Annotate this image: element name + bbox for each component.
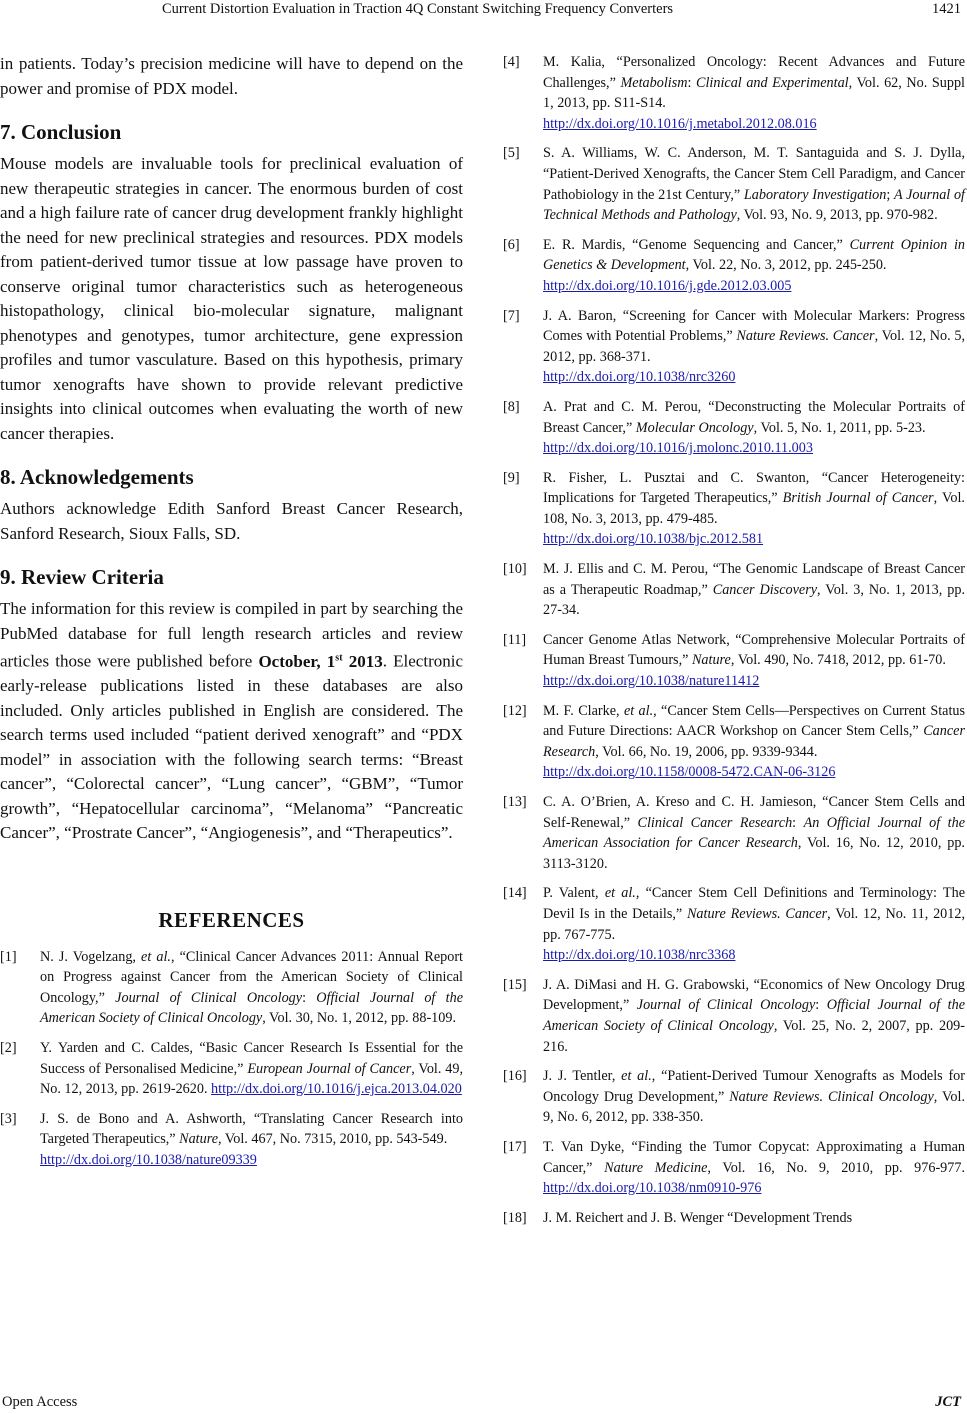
reference-text bbox=[40, 1038, 463, 1100]
reference-item bbox=[503, 235, 965, 297]
reference-item bbox=[503, 397, 965, 459]
doi-link[interactable]: http://dx.doi.org/10.1016/j.ejca.2013.04.020 bbox=[211, 1081, 462, 1098]
reference-number: [12] bbox=[503, 702, 527, 719]
reference-number: [17] bbox=[503, 1138, 527, 1155]
ref-details: , Vol. 12, No. 5, 2012, pp. 368-371. bbox=[543, 328, 966, 365]
reference-number: [14] bbox=[503, 885, 527, 902]
reference-item bbox=[0, 1038, 463, 1100]
ref-sep: : bbox=[687, 74, 697, 91]
doi-link[interactable]: http://dx.doi.org/10.1038/nrc3368 bbox=[543, 947, 736, 964]
ref-title: , “Clinical Cancer Advances 2011: Annual Report on Progress against Cancer from the American Society of Clinical Oncology,” bbox=[40, 948, 463, 1006]
conclusion-paragraph: Mouse models are invaluable tools for preclinical evaluation of new therapeutic strategies in cancer. The enormous burden of cost and a high failure rate of cancer drug development frankly highlight the need for new preclinical strategies and resources. PDX models from patient-derived tumor tissue at low passage have proven to conserve original tumor characteristics such as heterogeneous histopathology, clinical bio-molecular signature, malignant phenotypes and genotypes, tumor architecture, gene expression profiles and tumor vasculature. Based on this hypothesis, primary tumor xenografts have shown to provide relevant predictive insights into clinical outcomes when evaluating the worth of new cancer therapies. bbox=[0, 154, 463, 443]
reference-text bbox=[543, 883, 965, 965]
reference-text bbox=[40, 947, 463, 1029]
ref-journal: Laboratory Investigation bbox=[743, 186, 887, 203]
doi-link[interactable]: http://dx.doi.org/10.1158/0008-5472.CAN-06-3126 bbox=[543, 764, 836, 781]
reference-text bbox=[543, 143, 965, 225]
ref-journal-sub: Official Journal of the American Society of Clinical Oncology bbox=[543, 997, 965, 1034]
ref-journal: Molecular Oncology bbox=[635, 419, 754, 436]
ref-journal: Journal of Clinical Oncology bbox=[636, 997, 816, 1014]
doi-link[interactable]: http://dx.doi.org/10.1038/nrc3260 bbox=[543, 369, 736, 386]
ref-journal: British Journal of Cancer bbox=[782, 490, 934, 507]
doi-link[interactable]: http://dx.doi.org/10.1016/j.molonc.2010.11.003 bbox=[543, 440, 813, 457]
ref-italic: et al. bbox=[604, 885, 636, 902]
footer-open-access: Open Access bbox=[2, 1394, 78, 1410]
reference-text bbox=[543, 1137, 965, 1199]
reference-number: [4] bbox=[503, 54, 520, 70]
reference-number: [6] bbox=[503, 236, 520, 253]
ref-details: , Vol. 108, No. 3, 2013, pp. 479-485. bbox=[543, 490, 965, 527]
ref-authors: J. A. Baron, “Screening for Cancer with Molecular Markers: Progress Comes with Potential Problems,” bbox=[543, 307, 965, 345]
ref-title: , “Cancer Stem Cell Definitions and Terminology: The Devil Is in the Details,” bbox=[543, 885, 965, 922]
ref-details: , Vol. 9, No. 6, 2012, pp. 338-350. bbox=[543, 1088, 965, 1126]
ref-sep: ; bbox=[886, 186, 894, 203]
reference-item bbox=[0, 947, 463, 1029]
reference-number: [13] bbox=[503, 794, 527, 810]
review-criteria-heading: 9. Review Criteria bbox=[0, 565, 164, 589]
review-date-sup: st bbox=[335, 652, 343, 663]
ref-details: , Vol. 25, No. 2, 2007, pp. 209-216. bbox=[543, 1017, 966, 1055]
reference-item bbox=[503, 630, 965, 692]
reference-number: [2] bbox=[0, 1040, 17, 1057]
ref-journal: Nature Reviews. Clinical Oncology bbox=[729, 1088, 934, 1105]
reference-item bbox=[503, 1066, 965, 1128]
ref-details: , Vol. 16, No. 9, 2010, pp. 976-977. bbox=[707, 1159, 965, 1176]
ref-authors: A. Prat and C. M. Perou, “Deconstructing the Molecular Portraits of Breast Cancer,” bbox=[543, 398, 965, 436]
reference-number: [3] bbox=[0, 1110, 17, 1127]
ref-journal: Nature bbox=[179, 1131, 219, 1148]
left-column bbox=[0, 52, 463, 1180]
ref-details: , Vol. 16, No. 12, 2010, pp. 3113-3120. bbox=[543, 835, 965, 872]
ref-authors: M. F. Clarke, bbox=[543, 702, 624, 719]
ref-journal-sub: Clinical and Experimental bbox=[696, 74, 849, 91]
running-title: Current Distortion Evaluation in Traction 4Q Constant Switching Frequency Converters bbox=[162, 1, 674, 17]
ref-details: , Vol. 62, No. Suppl 1, 2013, pp. S11-S14. bbox=[543, 74, 965, 112]
ref-authors: J. S. de Bono and A. Ashworth, “Translating Cancer Research into Targeted Therapeutics,” bbox=[40, 1110, 463, 1148]
ref-journal: Nature bbox=[691, 652, 731, 669]
reference-text bbox=[40, 1109, 463, 1171]
reference-item bbox=[503, 883, 965, 965]
reference-number: [16] bbox=[503, 1068, 527, 1085]
ref-details: , Vol. 3, No. 1, 2013, pp. 27-34. bbox=[543, 581, 965, 619]
ref-details: , Vol. 49, No. 12, 2013, pp. 2619-2620. bbox=[40, 1060, 463, 1098]
intro-paragraph: in patients. Today’s precision medicine will have to depend on the power and promise of PDX model. bbox=[0, 54, 463, 98]
doi-link[interactable]: http://dx.doi.org/10.1038/nature09339 bbox=[40, 1152, 257, 1168]
ref-authors: E. R. Mardis, “Genome Sequencing and Cancer,” bbox=[543, 236, 850, 253]
reference-text bbox=[543, 235, 965, 297]
ref-details: , Vol. 93, No. 9, 2013, pp. 970-982. bbox=[736, 207, 938, 224]
ref-sep: : bbox=[302, 989, 317, 1006]
ref-journal: Clinical Cancer Research bbox=[637, 814, 793, 831]
ref-title: , “Patient-Derived Tumour Xenografts as Models for Oncology Drug Development,” bbox=[543, 1068, 965, 1105]
doi-link[interactable]: http://dx.doi.org/10.1038/nature11412 bbox=[543, 673, 760, 690]
reference-item bbox=[503, 468, 965, 550]
doi-link[interactable]: http://dx.doi.org/10.1016/j.metabol.2012.08.016 bbox=[543, 115, 817, 132]
ref-journal-sub: Official Journal of the American Society of Clinical Oncology bbox=[40, 989, 463, 1027]
ref-details: , Vol. 467, No. 7315, 2010, pp. 543-549. bbox=[218, 1131, 448, 1148]
ref-journal: Cancer Research bbox=[543, 723, 965, 760]
reference-item bbox=[503, 701, 965, 783]
review-criteria-paragraph bbox=[0, 597, 463, 846]
ref-details: , Vol. 12, No. 11, 2012, pp. 767-775. bbox=[543, 905, 965, 943]
reference-item bbox=[503, 975, 965, 1057]
reference-text bbox=[543, 975, 965, 1057]
ref-journal: Metabolism bbox=[620, 74, 688, 91]
ref-title: , “Cancer Stem Cells—Perspectives on Current Status and Future Directions: AACR Workshop on Cancer Stem Cells,” bbox=[543, 702, 966, 740]
ref-journal: Journal of Clinical Oncology bbox=[115, 989, 303, 1006]
ref-journal-sub: A Journal of Technical Methods and Pathology bbox=[543, 186, 965, 224]
review-date bbox=[258, 652, 382, 671]
reference-number: [1] bbox=[0, 948, 17, 965]
reference-number: [18] bbox=[503, 1209, 527, 1226]
reference-item bbox=[503, 52, 965, 134]
ref-authors: Y. Yarden and C. Caldes, “Basic Cancer Research Is Essential for the Success of Personalised Medicine,” bbox=[40, 1040, 463, 1077]
ref-italic: et al. bbox=[621, 1068, 652, 1085]
reference-item bbox=[0, 1109, 463, 1171]
references-heading: REFERENCES bbox=[158, 907, 305, 932]
ref-sep: : bbox=[792, 814, 804, 831]
running-header bbox=[0, 0, 967, 22]
reference-number: [5] bbox=[503, 145, 520, 162]
reference-text bbox=[543, 468, 965, 550]
ref-journal-sub: An Official Journal of the American Association for Cancer Research bbox=[543, 814, 965, 852]
reference-number: [10] bbox=[503, 561, 527, 578]
page-number: 1421 bbox=[932, 1, 961, 17]
ref-authors: M. J. Ellis and C. M. Perou, “The Genomic Landscape of Breast Cancer as a Therapeutic Roadmap,” bbox=[543, 561, 965, 598]
reference-item bbox=[503, 1208, 965, 1229]
ref-details: , Vol. 5, No. 1, 2011, pp. 5-23. bbox=[753, 419, 926, 436]
ref-authors: J. A. DiMasi and H. G. Grabowski, “Economics of New Oncology Drug Development,” bbox=[543, 976, 965, 1014]
ref-authors: J. J. Tentler, bbox=[543, 1068, 622, 1085]
review-text-b: . Electronic early-release publications listed in these databases are also included. Only articles published in English are considered. The search terms used included “patient derived xenograft” and “PDX model” in association with the following search terms: “Breast cancer”, “Colorectal cancer”, “Lung cancer”, “GBM”, “Tumor growth”, “Hepatocellular carcinoma”, “Melanoma” “Pancreatic Cancer”, “Prostrate Cancer”, “Angiogenesis”, and “Therapeutics”. bbox=[0, 651, 464, 843]
ref-journal: Nature Medicine bbox=[604, 1159, 708, 1176]
reference-number: [11] bbox=[503, 631, 527, 648]
ref-journal: Nature Reviews. Cancer bbox=[736, 328, 875, 345]
reference-text: J. M. Reichert and J. B. Wenger “Development Trends bbox=[543, 1209, 853, 1226]
reference-text bbox=[543, 701, 965, 783]
reference-item bbox=[503, 143, 965, 225]
ref-authors: Cancer Genome Atlas Network, “Comprehensive Molecular Portraits of Human Breast Tumours,” bbox=[543, 631, 965, 669]
ref-sep: : bbox=[815, 997, 827, 1014]
reference-item bbox=[503, 559, 965, 621]
reference-text bbox=[543, 792, 965, 874]
ref-details: , Vol. 30, No. 1, 2012, pp. 88-109. bbox=[262, 1010, 456, 1027]
reference-text bbox=[543, 52, 965, 134]
ref-details: , Vol. 490, No. 7418, 2012, pp. 61-70. bbox=[730, 652, 946, 669]
review-text-a: The information for this review is compiled in part by searching the PubMed database for full length research articles and review articles those were published before bbox=[0, 599, 463, 671]
ref-authors: T. Van Dyke, “Finding the Tumor Copycat: Approximating a Human Cancer,” bbox=[543, 1138, 965, 1176]
reference-item bbox=[503, 792, 965, 874]
doi-link[interactable]: http://dx.doi.org/10.1016/j.gde.2012.03.005 bbox=[543, 277, 792, 294]
doi-link[interactable]: http://dx.doi.org/10.1038/bjc.2012.581 bbox=[543, 531, 764, 548]
ref-italic: et al. bbox=[141, 948, 171, 965]
footer-journal-abbrev: JCT bbox=[935, 1394, 961, 1410]
reference-text bbox=[543, 1066, 965, 1128]
reference-item bbox=[503, 1137, 965, 1199]
reference-text bbox=[543, 559, 965, 621]
ref-authors: R. Fisher, L. Pusztai and C. Swanton, “Cancer Heterogeneity: Implications for Targeted Therapeutics,” bbox=[543, 469, 965, 507]
acknowledgements-heading: 8. Acknowledgements bbox=[0, 465, 194, 489]
ref-authors: M. Kalia, “Personalized Oncology: Recent Advances and Future Challenges,” bbox=[543, 54, 965, 91]
reference-number: [7] bbox=[503, 307, 520, 324]
ref-journal: Cancer Discovery bbox=[712, 581, 818, 598]
ref-authors: P. Valent, bbox=[543, 885, 605, 902]
ref-authors: N. J. Vogelzang, bbox=[40, 948, 142, 965]
ref-journal: European Journal of Cancer bbox=[247, 1060, 412, 1077]
ref-italic: et al. bbox=[623, 702, 654, 719]
reference-number: [15] bbox=[503, 976, 527, 993]
ref-journal: Current Opinion in Genetics & Development bbox=[543, 236, 965, 274]
right-column bbox=[503, 52, 965, 1237]
ref-authors: C. A. O’Brien, A. Kreso and C. H. Jamieson, “Cancer Stem Cells and Self-Renewal,” bbox=[543, 794, 965, 831]
ref-details: , Vol. 66, No. 19, 2006, pp. 9339-9344. bbox=[595, 743, 818, 760]
ref-details: , Vol. 22, No. 3, 2012, pp. 245-250. bbox=[685, 257, 887, 274]
reference-number: [8] bbox=[503, 398, 520, 415]
reference-text bbox=[543, 306, 965, 388]
reference-text bbox=[543, 630, 965, 692]
review-year: 2013 bbox=[342, 651, 383, 671]
reference-item bbox=[503, 306, 965, 388]
conclusion-heading: 7. Conclusion bbox=[0, 120, 122, 144]
reference-number: [9] bbox=[503, 469, 520, 486]
acknowledgements-paragraph: Authors acknowledge Edith Sanford Breast Cancer Research, Sanford Research, Sioux Falls, SD. bbox=[0, 499, 463, 543]
ref-authors: S. A. Williams, W. C. Anderson, M. T. Santaguida and S. J. Dylla, “Patient-Derived Xenografts, the Cancer Stem Cell Paradigm, and Cancer Pathobiology in the 21st Century,” bbox=[543, 145, 965, 203]
review-date-text: October, 1 bbox=[258, 651, 336, 671]
doi-link[interactable]: http://dx.doi.org/10.1038/nm0910-976 bbox=[543, 1180, 762, 1197]
ref-journal: Nature Reviews. Cancer bbox=[686, 905, 828, 922]
reference-text bbox=[543, 397, 965, 459]
